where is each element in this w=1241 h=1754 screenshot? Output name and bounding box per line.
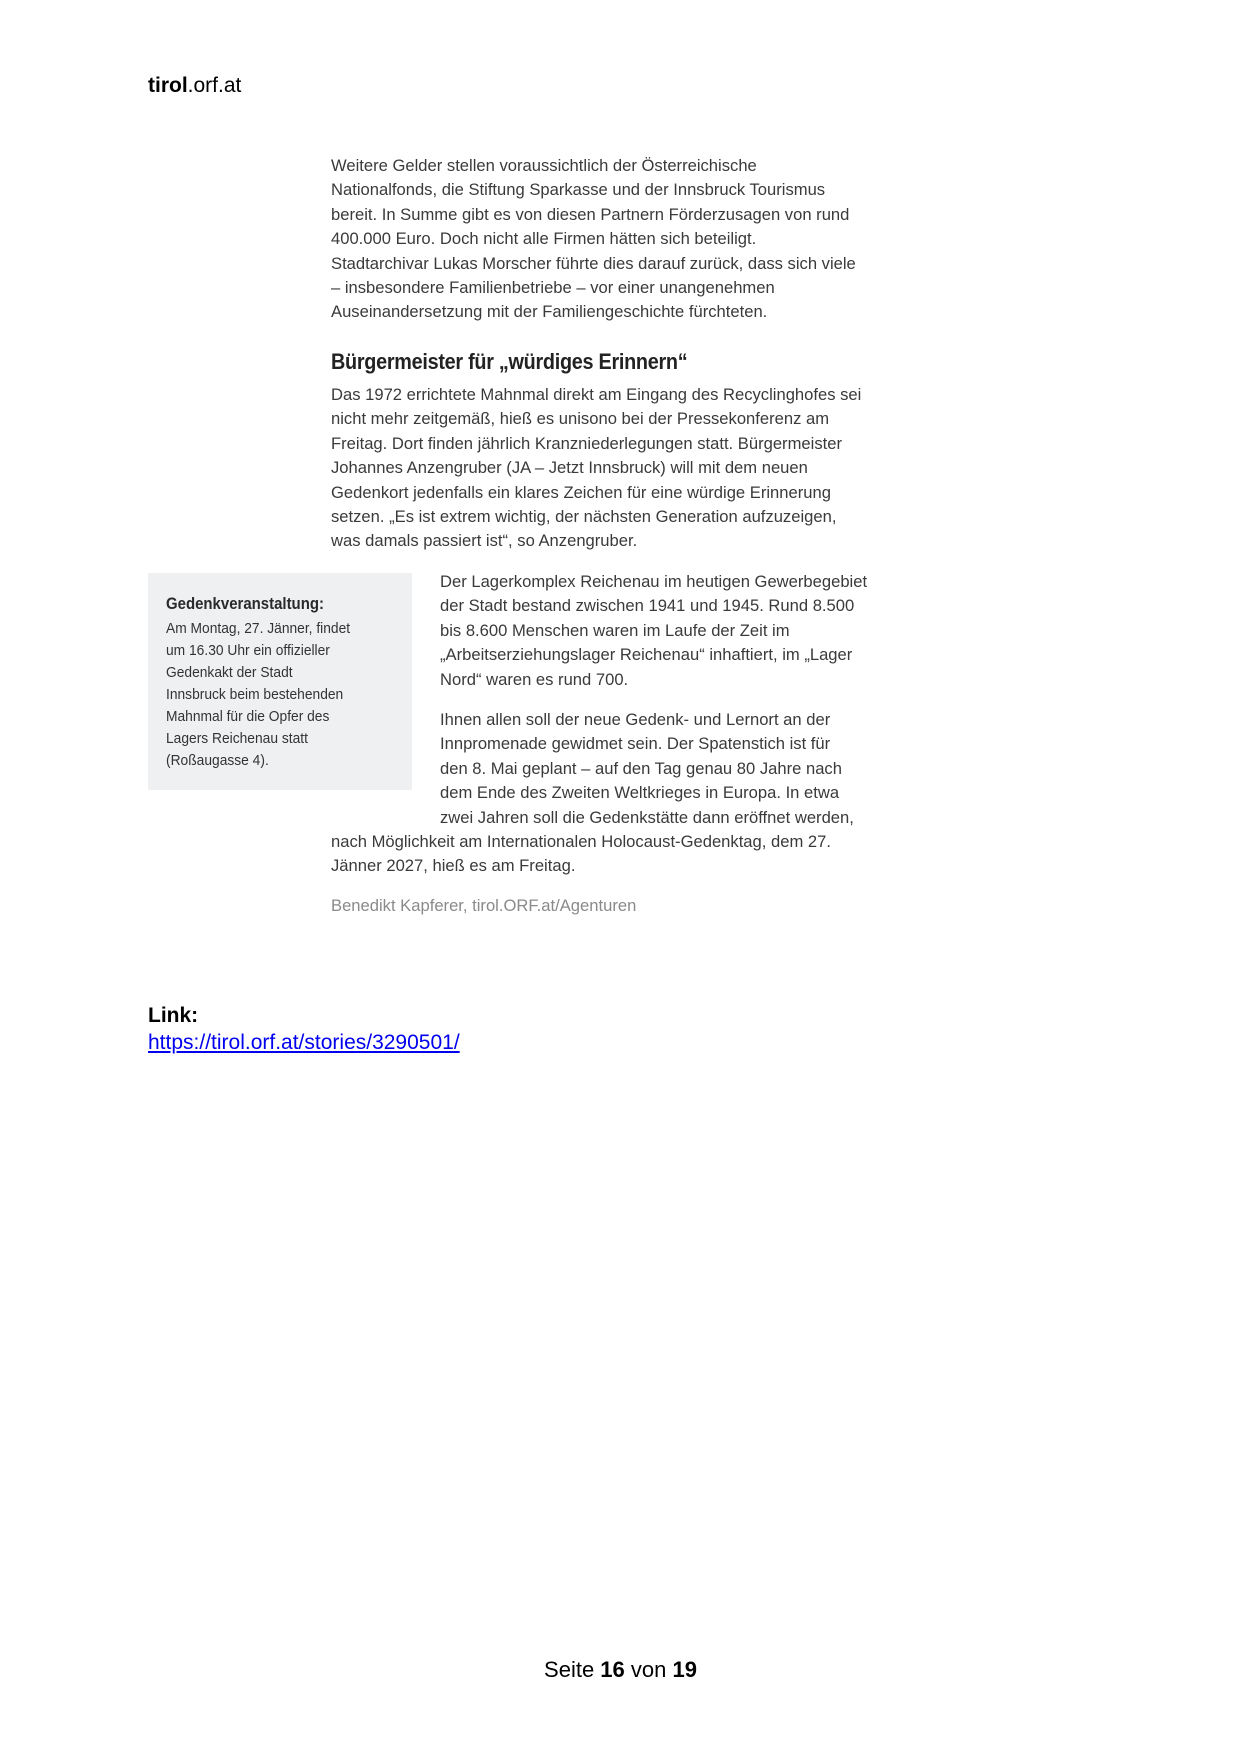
- text-line: bereit. In Summe gibt es von diesen Partnern Förderzusagen von rund: [331, 204, 850, 224]
- text-line: 400.000 Euro. Doch nicht alle Firmen hätten sich beteiligt.: [331, 229, 757, 249]
- text-line: Nord“ waren es rund 700.: [440, 669, 629, 689]
- article-paragraph-1: [331, 154, 856, 325]
- text-line: Johannes Anzengruber (JA – Jetzt Innsbruck) will mit dem neuen: [331, 458, 808, 478]
- text-line: nach Möglichkeit am Internationalen Holocaust-Gedenktag, dem 27.: [331, 832, 831, 851]
- total-pages: 19: [672, 1657, 697, 1682]
- text-line: Innpromenade gewidmet sein. Der Spatenstich ist für: [440, 734, 831, 754]
- text-line: Ihnen allen soll der neue Gedenk- und Lernort an der: [440, 710, 831, 729]
- article-paragraph-3: [440, 570, 867, 692]
- text-line: dem Ende des Zweiten Weltkrieges in Europa. In etwa: [440, 783, 840, 803]
- article-paragraph-4: [440, 708, 854, 830]
- text-line: – insbesondere Familienbetriebe – vor einer unangenehmen: [331, 277, 775, 297]
- text-line: Der Lagerkomplex Reichenau im heutigen Gewerbegebiet: [440, 572, 868, 591]
- text-line: Stadtarchivar Lukas Morscher führte dies darauf zurück, dass sich viele: [331, 253, 856, 273]
- site-name: [148, 74, 241, 98]
- article-paragraph-4-continued: [331, 830, 831, 879]
- text-line: Das 1972 errichtete Mahnmal direkt am Eingang des Recyclinghofes sei: [331, 385, 862, 404]
- link-label: Link:: [148, 1004, 199, 1027]
- text-line: bis 8.600 Menschen waren im Laufe der Zeit im: [440, 620, 790, 640]
- infobox-title: Gedenkveranstaltung:: [166, 594, 324, 613]
- site-name-bold: tirol: [148, 74, 188, 97]
- text-line: Nationalfonds, die Stiftung Sparkasse und der Innsbruck Tourismus: [331, 180, 826, 200]
- text-line: Innsbruck beim bestehenden: [166, 686, 344, 703]
- text-line: Am Montag, 27. Jänner, findet: [166, 620, 351, 637]
- text-line: Mahnmal für die Opfer des: [166, 708, 330, 725]
- text-line: „Arbeitserziehungslager Reichenau“ inhaftiert, im „Lager: [440, 645, 853, 665]
- text-line: setzen. „Es ist extrem wichtig, der nächsten Generation aufzuzeigen,: [331, 506, 837, 526]
- current-page: 16: [600, 1657, 625, 1682]
- page-prefix: Seite: [544, 1657, 601, 1682]
- text-line: Gedenkakt der Stadt: [166, 664, 293, 681]
- text-line: der Stadt bestand zwischen 1941 und 1945. Rund 8.500: [440, 596, 855, 616]
- site-name-rest: .orf.at: [187, 74, 242, 97]
- page-of: von: [624, 1657, 673, 1682]
- text-line: den 8. Mai geplant – auf den Tag genau 80 Jahre nach: [440, 758, 842, 778]
- text-line: Freitag. Dort finden jährlich Kranzniederlegungen statt. Bürgermeister: [331, 433, 842, 453]
- text-line: Gedenkort jedenfalls ein klares Zeichen für eine würdige Erinnerung: [331, 482, 831, 502]
- author-byline: Benedikt Kapferer, tirol.ORF.at/Agenturen: [331, 896, 637, 915]
- text-line: nicht mehr zeitgemäß, hieß es unisono bei der Pressekonferenz am: [331, 409, 830, 429]
- text-line: um 16.30 Uhr ein offizieller: [166, 642, 330, 659]
- text-line: Auseinandersetzung mit der Familiengeschichte fürchteten.: [331, 302, 768, 322]
- page-number: [0, 1657, 1241, 1683]
- text-line: was damals passiert ist“, so Anzengruber.: [331, 531, 638, 551]
- infobox-text: [166, 618, 350, 772]
- article-paragraph-2: [331, 383, 861, 554]
- text-line: zwei Jahren soll die Gedenkstätte dann eröffnet werden,: [440, 807, 854, 827]
- text-line: (Roßaugasse 4).: [166, 752, 269, 769]
- text-line: Jänner 2027, hieß es am Freitag.: [331, 856, 576, 876]
- text-line: Lagers Reichenau statt: [166, 730, 308, 747]
- article-link[interactable]: https://tirol.orf.at/stories/3290501/: [148, 1031, 460, 1054]
- text-line: Weitere Gelder stellen voraussichtlich der Österreichische: [331, 156, 757, 175]
- section-heading: Bürgermeister für „würdiges Erinnern“: [331, 349, 688, 374]
